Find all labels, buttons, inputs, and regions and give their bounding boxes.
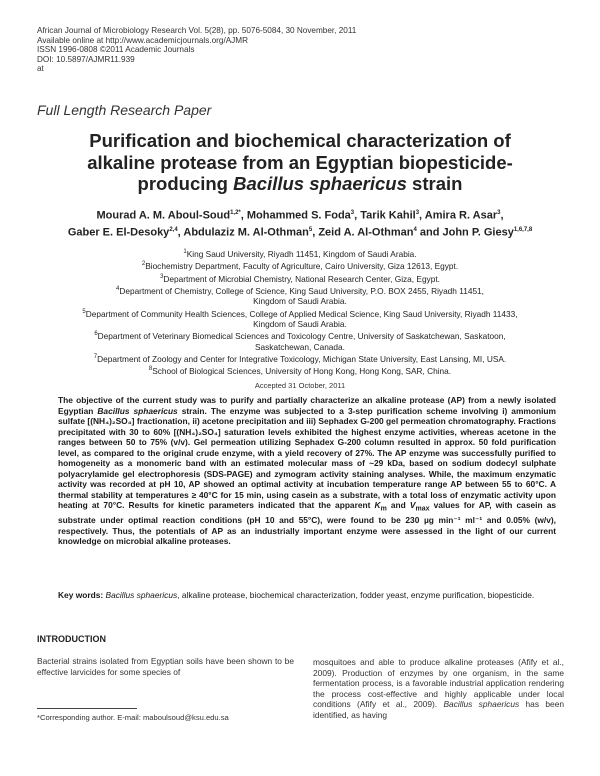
affiliations: [40, 247, 560, 377]
author-name: Gaber E. El-Desoky: [67, 226, 170, 239]
author-affiliation-marker: 4: [413, 226, 417, 233]
keywords: Key words: Bacillus sphaericus, alkaline protease, biochemical characterization, fodder yeast, enzyme purification, biopesticide.: [58, 590, 535, 600]
journal-header: [37, 26, 356, 74]
affiliation-line: $^5$Department of Community Health Sciences, College of Applied Medical Science, King Saud University, Riyadh 11433,: [82, 308, 518, 319]
journal-citation: African Journal of Microbiology Research Vol. 5(28), pp. 5076-5084, 30 November, 2011: [37, 26, 357, 35]
author-affiliation-marker: 2,4: [169, 226, 178, 233]
affiliation-line: $^6$Department of Veterinary Biomedical Sciences and Toxicology Centre, University of Saskatchewan, Saskatoon,: [94, 331, 506, 342]
author-name: Tarik Kahil: [360, 209, 416, 222]
author-name: Mohammed S. Foda: [246, 209, 351, 222]
affiliation-line: Kingdom of Saudi Arabia.: [253, 318, 347, 329]
author-list: Mourad A. M. Aboul-Soud$^{1,2*}$, Mohammed S. Foda$^3$, Tarik Kahil$^3$, Amira R. Asar$^3$, Gaber E. El-Desoky$^{2,4}$, Abdulaziz M. Al-Othman$^5$, Zeid A. Al-Othman$^4$ and John P. Giesy$^{1,6,7,8}$: [67, 209, 533, 239]
journal-issn: ISSN 1996-0808 ©2011 Academic Journals: [37, 45, 195, 54]
paper-type: Full Length Research Paper: [37, 102, 212, 118]
accepted-date: Accepted 31 October, 2011: [254, 381, 346, 390]
journal-url: Available online at http://www.academicjournals.org/AJMR: [37, 35, 249, 45]
author-affiliation-marker: 3: [350, 210, 355, 216]
author-affiliation-marker: 1,6,7,8: [513, 226, 533, 233]
author-name: John P. Giesy: [442, 226, 514, 239]
keywords-label: Key words:: [58, 590, 104, 600]
intro-left-column: Bacterial strains isolated from Egyptian soils have been shown to be effective larvicides for some species of: [37, 656, 294, 677]
paper-title: [40, 130, 560, 195]
affiliation-line: $^3$Department of Microbial Chemistry, National Research Center, Giza, Egypt.: [160, 273, 440, 284]
author-name: Mourad A. M. Aboul-Soud: [96, 209, 231, 222]
abstract: The objective of the current study was to purify and partially characterize an alkaline protease (AP) from a newly isolated Egyptian Bacillus sphaericus strain. The enzyme was subjected to a 3-step purification scheme involving i) ammonium sulfate [(NH₄)₂SO₄] fractionation, ii) acetone precipitation and iii) Sephadex G-200 gel permeation chromatography. Fractions precipitated with 30 to 60% [(NH₄)₂SO₄] saturation levels exhibited the highest enzyme activities, whereas acetone in the ranges between 50 to 75% (v/v). Gel permeation utilizing Sephadex G-200 column resulted in approx. 50 fold purification level, as compared to the original crude enzyme, with a yield recovery of 27%. The AP enzyme was successfully purified to homogeneity as a monomeric band with an estimated molecular mass of ~29 kDa, based on sodium dodecyl sulphate polyacrylamide gel electrophoresis (SDS-PAGE) and zymogram activity staining analyses. While, the maximum enzymatic activity was recorded at pH 10, AP showed an optimal activity at incubation temperature range AP between 55 to 60°C. A thermal stability at temperatures ≥ 40°C for 15 min, using casein as a substrate, with a total loss of enzymatic activity upon heating at 70°C. Results for kinetic parameters indicated that the apparent $K_m$ and $V_{max}$ values for AP, with casein as substrate under optimal reaction conditions (pH 10 and 55°C), were found to be 230 µg min⁻¹ ml⁻¹ and 0.05% (w/v), respectively. Thus, the potentials of AP as an industrially important enzyme were assessed in the light of our current knowledge on microbial alkaline proteases.: [58, 395, 557, 547]
journal-doi: DOI: 10.5897/AJMR11.939: [37, 54, 135, 64]
title-line-1: Purification and biochemical characterization of: [89, 130, 511, 151]
intro-right-column: mosquitoes and able to produce alkaline proteases (Afify et al., 2009). Production of enzymes by one organism, in the same fermentation process, is a favorable industrial application rendering the process cost-effective and highly applicable under local conditions (Afify et al., 2009). Bacillus sphaericus has been identified, as having: [313, 657, 565, 720]
affiliation-line: $^8$School of Biological Sciences, University of Hong Kong, Hong Kong, SAR, China.: [148, 366, 452, 377]
affiliation-line: $^1$King Saud University, Riyadh 11451, Kingdom of Saudi Arabia.: [183, 248, 417, 259]
affiliation-line: $^4$Department of Chemistry, College of Science, King Saud University, P.O. BOX 2455, Riyadh 11451,: [116, 285, 484, 296]
author-name: Zeid A. Al-Othman: [318, 226, 414, 239]
author-affiliation-marker: 3: [415, 210, 420, 216]
affiliation-line: Kingdom of Saudi Arabia.: [253, 296, 347, 307]
author-name: Amira R. Asar: [424, 209, 498, 222]
author-affiliation-marker: 3: [497, 210, 501, 216]
affiliation-line: Saskatchewan, Canada.: [255, 341, 345, 352]
affiliation-line: $^2$Biochemistry Department, Faculty of Agriculture, Cairo University, Giza 12613, Egypt.: [141, 261, 459, 272]
author-affiliation-marker: 5: [308, 226, 313, 233]
section-heading-introduction: INTRODUCTION: [37, 634, 106, 644]
title-line-3: producing Bacillus sphaericus strain: [137, 173, 463, 194]
corresponding-author-footnote: *Corresponding author. E-mail: maboulsoud@ksu.edu.sa: [37, 713, 229, 722]
footnote-divider: [37, 708, 137, 709]
title-line-2: alkaline protease from an Egyptian biopesticide-: [87, 151, 513, 173]
author-affiliation-marker: 1,2*: [230, 210, 241, 216]
author-name: Abdulaziz M. Al-Othman: [183, 226, 309, 239]
affiliation-line: $^7$Department of Zoology and Center for Integrative Toxicology, Michigan State University, East Lansing, MI, USA.: [93, 353, 507, 364]
journal-extra: at: [37, 64, 44, 73]
